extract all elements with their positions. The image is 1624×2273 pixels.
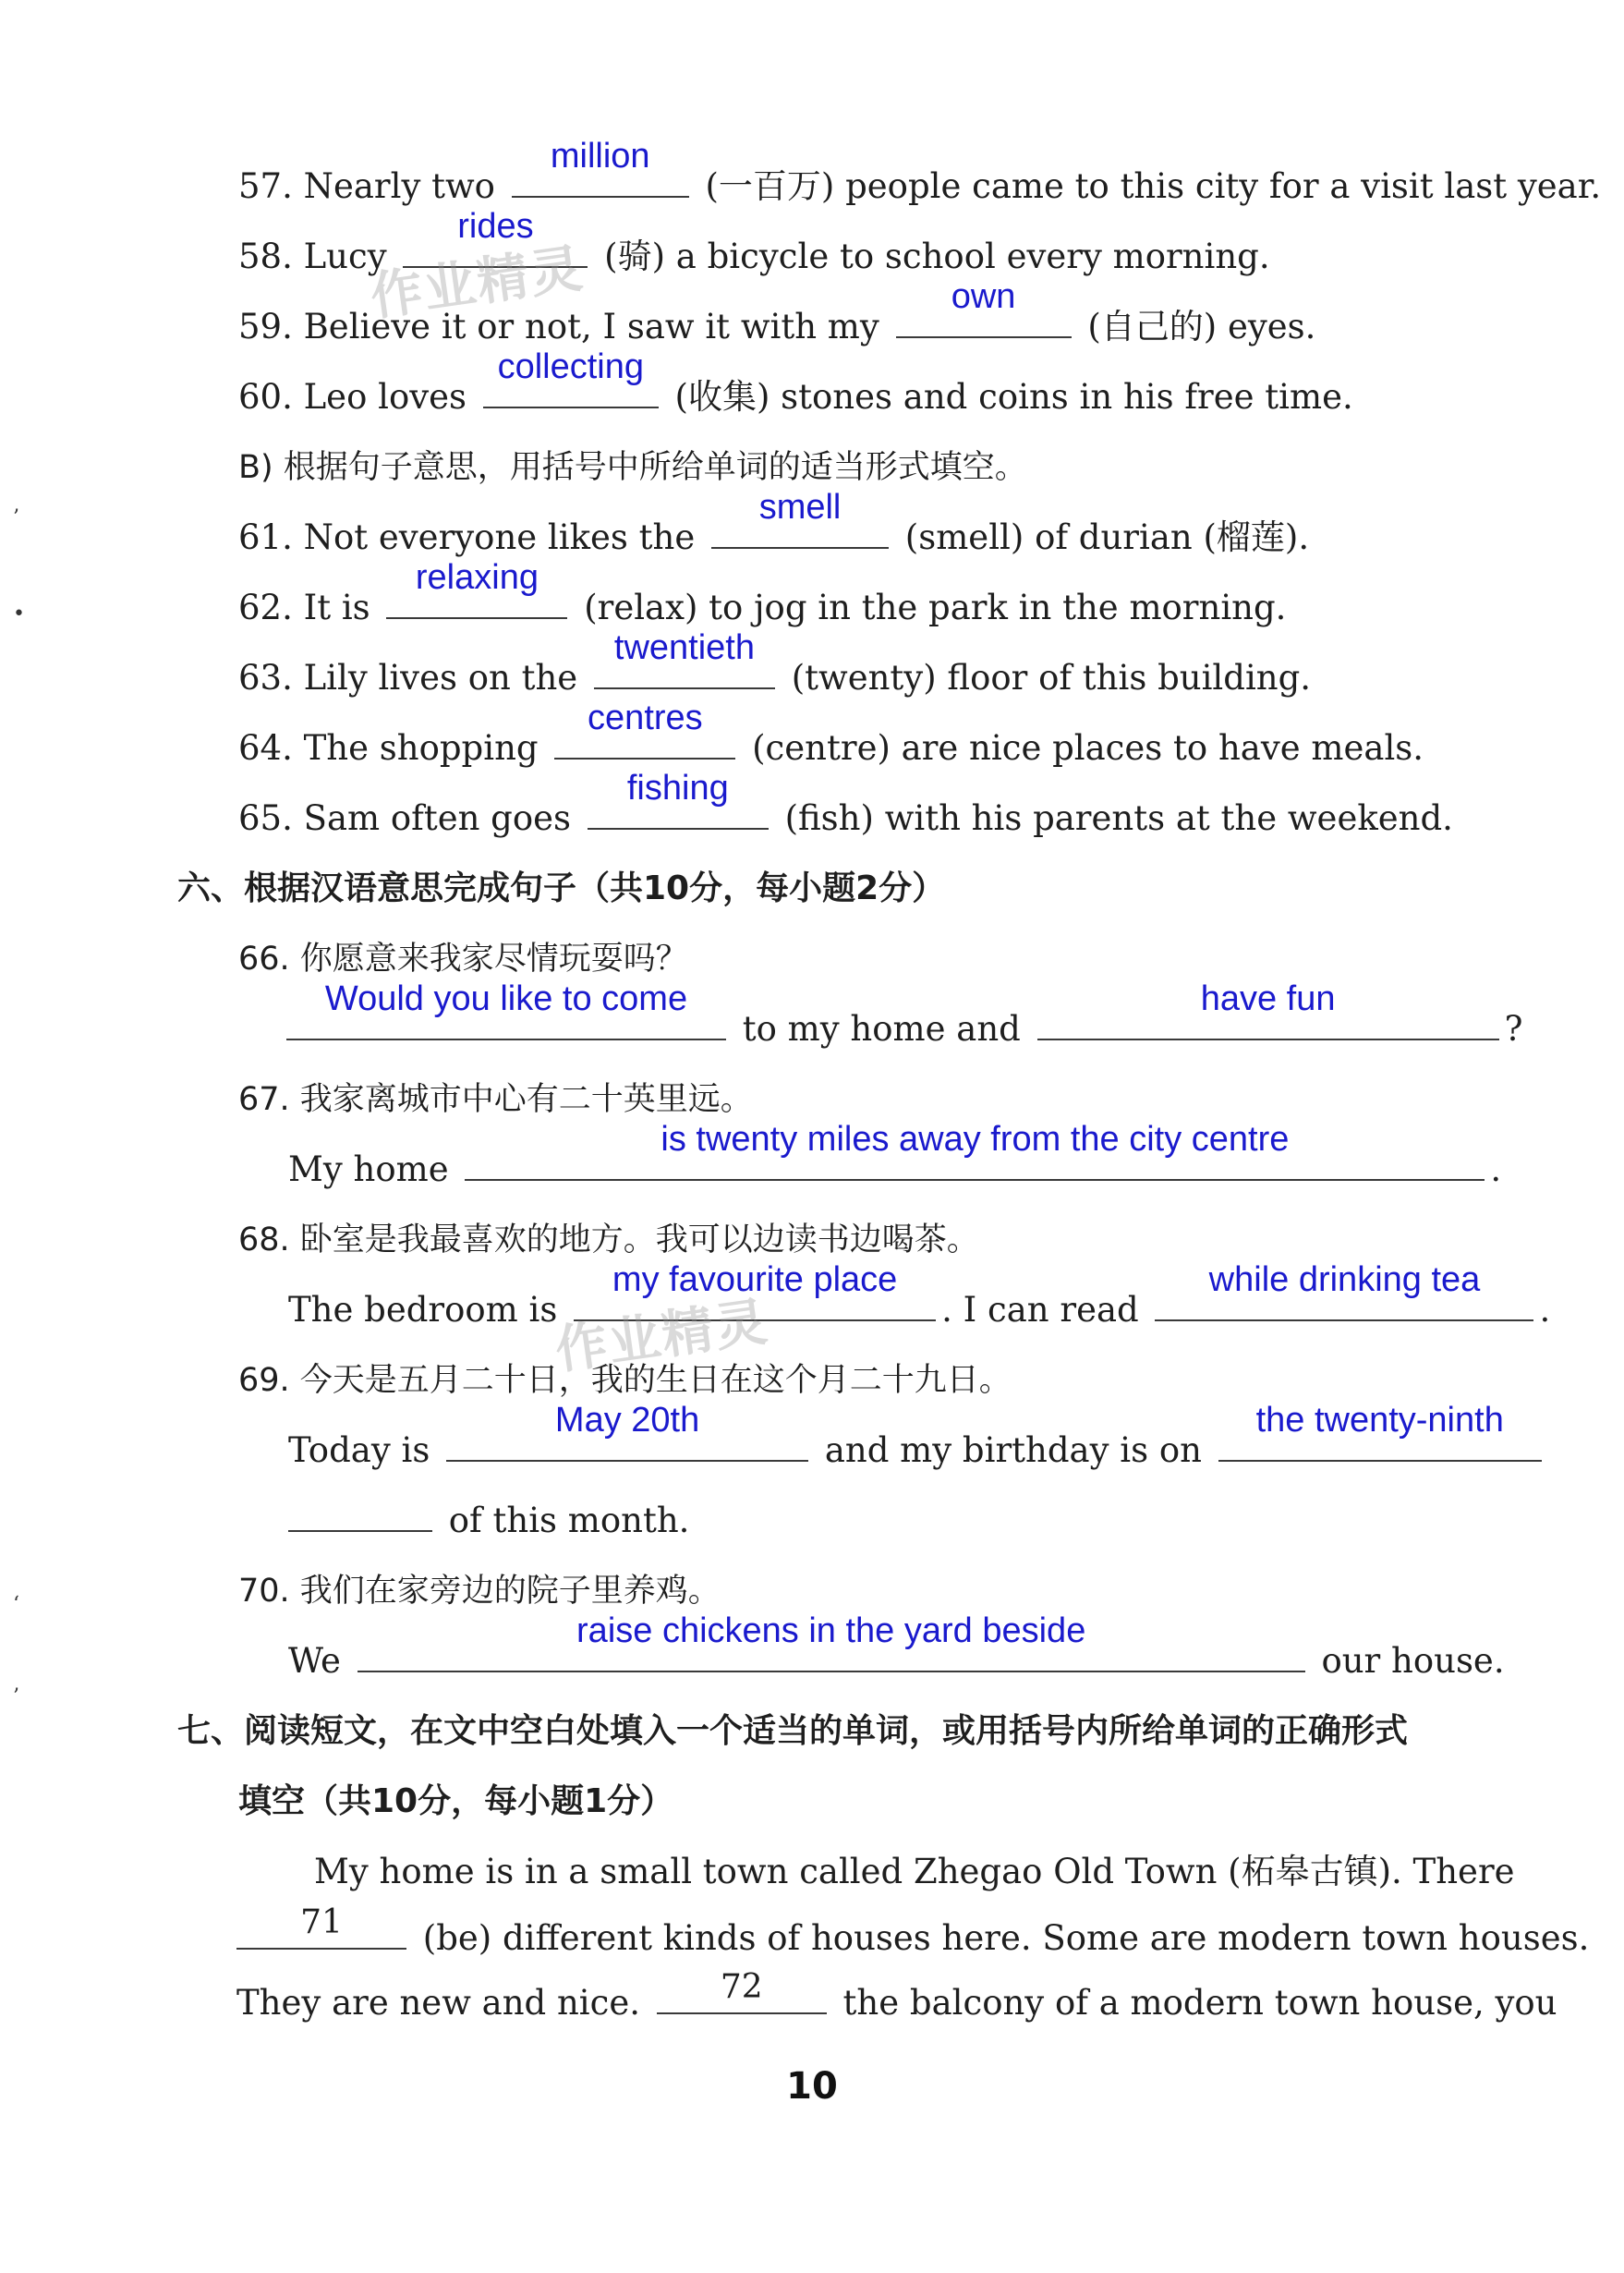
q69-blank-1[interactable] [446,1401,808,1462]
q70-suffix: our house. [1321,1641,1505,1681]
q62-prefix: 62. It is [238,588,370,627]
question-61 [0,488,1624,575]
q63-suffix: (twenty) floor of this building. [791,658,1312,698]
q66-blank-1[interactable] [286,979,726,1040]
q66-answer-1: Would you like to come [324,979,688,1018]
blank-72-number: 72 [720,1968,763,2006]
q64-prefix: 64. The shopping [238,728,539,768]
margin-mark: • [13,602,25,626]
q64-suffix: (centre) are nice places to have meals. [752,728,1424,768]
q57-blank[interactable] [512,137,689,198]
watermark-logo: 作业精灵 [551,1292,773,1381]
q63-prefix: 63. Lily lives on the [238,658,578,698]
q58-prefix: 58. Lucy [238,237,387,276]
q68-prefix: The bedroom is [288,1290,558,1330]
question-58 [0,207,1624,294]
q59-answer: own [951,277,1016,316]
question-65 [0,769,1624,856]
q68-middle: . I can read [941,1290,1139,1330]
question-69 [0,1401,1624,1488]
q68-blank-1[interactable] [574,1260,936,1321]
question-70 [0,1611,1624,1698]
q65-suffix: (fish) with his parents at the weekend. [784,798,1453,838]
q59-blank[interactable] [896,277,1072,338]
question-60 [0,347,1624,434]
q60-prefix: 60. Leo loves [238,377,467,417]
q66-blank-2[interactable] [1037,979,1499,1040]
q60-suffix: (收集) stones and coins in his free time. [674,377,1353,417]
q68-answer-1: my favourite place [612,1260,898,1299]
margin-mark: ’ [13,506,19,529]
q70-answer: raise chickens in the yard beside [576,1611,1086,1650]
margin-mark: ‘ [13,1593,19,1616]
q69-answer-2: the twenty-ninth [1255,1401,1504,1440]
q67-chinese: 67. 我家离城市中心有二十英里远。 [238,1081,753,1118]
q60-answer: collecting [497,347,644,386]
section-7-heading-line-2: 填空（共10分，每小题1分） [238,1782,674,1820]
q62-suffix: (relax) to jog in the park in the morning. [584,588,1287,627]
question-57 [0,137,1624,224]
q69-answer-1: May 20th [554,1401,700,1440]
q67-prefix: My home [288,1149,449,1189]
q57-prefix: 57. Nearly two [238,166,495,206]
q58-answer: rides [457,207,534,246]
q66-answer-2: have fun [1200,979,1336,1018]
q66-end: ? [1504,1009,1523,1049]
q66-middle: to my home and [742,1009,1021,1049]
q69-middle: and my birthday is on [824,1430,1202,1470]
q65-blank[interactable] [588,769,769,830]
q57-answer: million [550,137,650,176]
q68-answer-2: while drinking tea [1208,1260,1481,1299]
q70-prefix: We [288,1641,341,1681]
q68-blank-2[interactable] [1155,1260,1533,1321]
q65-prefix: 65. Sam often goes [238,798,572,838]
q67-end: . [1490,1149,1502,1189]
q65-answer: fishing [626,769,729,808]
q60-blank[interactable] [483,347,659,408]
q70-chinese: 70. 我们在家旁边的院子里养鸡。 [238,1573,721,1610]
q62-blank[interactable] [386,558,567,619]
q64-blank[interactable] [554,699,735,760]
passage-line-2-text: (be) different kinds of houses here. Some are modern town houses. [422,1918,1590,1958]
passage-line-3-end: the balcony of a modern town house, you [842,1983,1557,2023]
q58-suffix: (骑) a bicycle to school every morning. [604,237,1270,276]
passage-line-3-start: They are new and nice. [236,1983,641,2023]
q67-answer: is twenty miles away from the city centre [661,1120,1290,1159]
q70-blank[interactable] [358,1611,1305,1672]
watermark-logo: 作业精灵 [367,238,588,328]
q69-chinese: 69. 今天是五月二十日，我的生日在这个月二十九日。 [238,1362,1012,1399]
q69-line2-text: of this month. [448,1501,690,1540]
q68-chinese: 68. 卧室是我最喜欢的地方。我可以边读书边喝茶。 [238,1222,979,1258]
margin-mark: ’ [13,1685,19,1708]
blank-71[interactable] [236,1903,406,1950]
q61-prefix: 61. Not everyone likes the [238,517,696,557]
q67-blank[interactable] [465,1120,1485,1181]
question-62 [0,558,1624,645]
blank-71-number: 71 [300,1903,343,1941]
section-7-heading-line-1: 七、阅读短文，在文中空白处填入一个适当的单词，或用括号内所给单词的正确形式 [177,1712,1409,1750]
section-b-instruction: B) 根据句子意思，用括号中所给单词的适当形式填空。 [238,449,1027,486]
q57-suffix: (一百万) people came to this city for a visit last year. [705,166,1602,206]
passage-line-3 [0,1966,1624,2040]
q66-chinese: 66. 你愿意来我家尽情玩耍吗？ [238,941,688,978]
question-66 [0,979,1624,1066]
q69-prefix: Today is [288,1430,430,1470]
q62-answer: relaxing [415,558,539,597]
q63-blank[interactable] [594,628,775,689]
q58-blank[interactable] [403,207,588,268]
q63-answer: twentieth [613,628,755,667]
q61-suffix: (smell) of durian (榴莲). [904,517,1310,557]
q64-answer: centres [588,699,703,737]
page-number: 10 [786,2065,838,2108]
question-63 [0,628,1624,715]
question-69-line-2 [0,1484,1624,1558]
q61-blank[interactable] [711,488,889,549]
q69-blank-3[interactable] [288,1486,432,1532]
blank-72[interactable] [657,1968,827,2014]
q61-answer: smell [758,488,842,527]
q59-prefix: 59. Believe it or not, I saw it with my [238,307,879,346]
q68-end: . [1539,1290,1551,1330]
q69-blank-2[interactable] [1218,1401,1542,1462]
question-64 [0,699,1624,785]
question-67 [0,1120,1624,1207]
section-6-heading: 六、根据汉语意思完成句子（共10分，每小题2分） [177,869,946,907]
passage-line-1: My home is in a small town called Zhegao Old Town (柘皋古镇). There [314,1852,1515,1891]
q59-suffix: (自己的) eyes. [1087,307,1316,346]
question-68 [0,1260,1624,1347]
